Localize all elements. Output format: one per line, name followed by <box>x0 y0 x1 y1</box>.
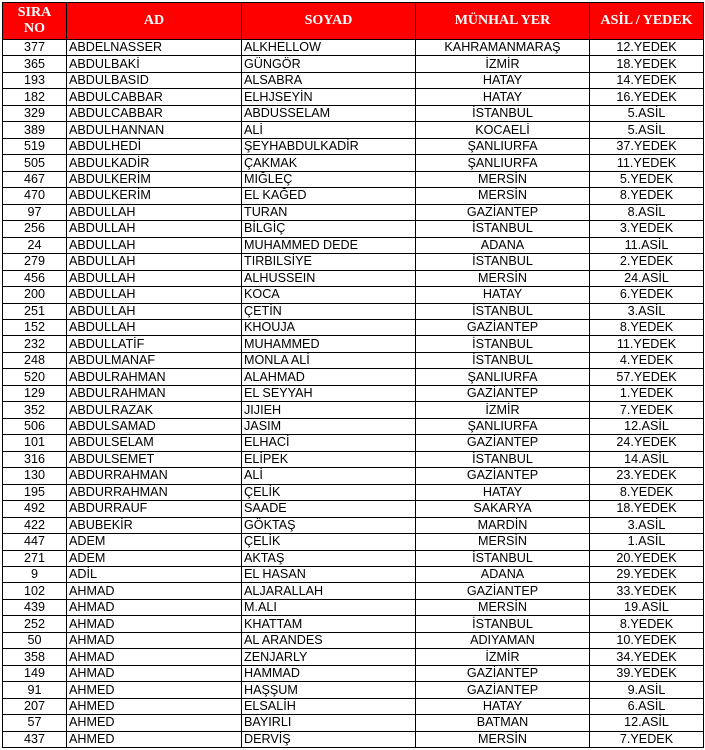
table-row <box>3 221 704 237</box>
cell-ad: ABDULKERİM <box>67 171 242 187</box>
table-row <box>3 303 704 319</box>
cell-munhal-yer: ADANA <box>416 237 590 253</box>
cell-soyad: M.ALI <box>242 599 416 615</box>
cell-ad: ABDULRAHMAN <box>67 385 242 401</box>
cell-sira-no: 439 <box>3 599 67 615</box>
cell-asil-yedek: 11.YEDEK <box>590 336 704 352</box>
cell-munhal-yer: GAZİANTEP <box>416 204 590 220</box>
cell-ad: ABDULBAKİ <box>67 56 242 72</box>
cell-asil-yedek: 23.YEDEK <box>590 468 704 484</box>
cell-ad: ABDULLAH <box>67 270 242 286</box>
table-row <box>3 105 704 121</box>
table-row <box>3 665 704 681</box>
cell-asil-yedek: 1.ASİL <box>590 534 704 550</box>
cell-soyad: MONLA ALİ <box>242 352 416 368</box>
cell-munhal-yer: HATAY <box>416 287 590 303</box>
cell-sira-no: 456 <box>3 270 67 286</box>
cell-munhal-yer: HATAY <box>416 698 590 714</box>
cell-sira-no: 251 <box>3 303 67 319</box>
cell-soyad: ELHACİ <box>242 435 416 451</box>
cell-ad: AHMED <box>67 682 242 698</box>
table-row <box>3 270 704 286</box>
cell-munhal-yer: İSTANBUL <box>416 550 590 566</box>
cell-munhal-yer: ŞANLIURFA <box>416 369 590 385</box>
cell-asil-yedek: 24.ASİL <box>590 270 704 286</box>
cell-ad: ABDULSELAM <box>67 435 242 451</box>
cell-ad: ABDULLAH <box>67 254 242 270</box>
cell-ad: ABDULHEDİ <box>67 138 242 154</box>
cell-ad: AHMED <box>67 698 242 714</box>
cell-sira-no: 329 <box>3 105 67 121</box>
cell-sira-no: 447 <box>3 534 67 550</box>
header-sira-line1: SIRA <box>17 5 52 20</box>
cell-sira-no: 256 <box>3 221 67 237</box>
cell-sira-no: 195 <box>3 484 67 500</box>
cell-ad: AHMAD <box>67 583 242 599</box>
table-row <box>3 40 704 56</box>
cell-munhal-yer: KAHRAMANMARAŞ <box>416 40 590 56</box>
table-row <box>3 56 704 72</box>
table-row <box>3 336 704 352</box>
cell-sira-no: 130 <box>3 468 67 484</box>
cell-asil-yedek: 8.ASİL <box>590 204 704 220</box>
cell-munhal-yer: İZMİR <box>416 402 590 418</box>
cell-asil-yedek: 12.ASİL <box>590 418 704 434</box>
cell-munhal-yer: İSTANBUL <box>416 336 590 352</box>
cell-soyad: ELHJSEYİN <box>242 89 416 105</box>
cell-sira-no: 520 <box>3 369 67 385</box>
table-row <box>3 468 704 484</box>
cell-asil-yedek: 18.YEDEK <box>590 501 704 517</box>
cell-soyad: KHOUJA <box>242 319 416 335</box>
cell-ad: ABDULSEMET <box>67 451 242 467</box>
cell-ad: ABDURRAHMAN <box>67 468 242 484</box>
table-row <box>3 550 704 566</box>
cell-asil-yedek: 8.YEDEK <box>590 319 704 335</box>
cell-munhal-yer: İZMİR <box>416 649 590 665</box>
cell-munhal-yer: İSTANBUL <box>416 221 590 237</box>
cell-ad: ABDULBASID <box>67 72 242 88</box>
cell-soyad: HAMMAD <box>242 665 416 681</box>
cell-asil-yedek: 14.YEDEK <box>590 72 704 88</box>
table-row <box>3 89 704 105</box>
cell-soyad: BİLGİÇ <box>242 221 416 237</box>
cell-sira-no: 437 <box>3 731 67 747</box>
cell-munhal-yer: ŞANLIURFA <box>416 155 590 171</box>
table-row <box>3 155 704 171</box>
cell-asil-yedek: 8.YEDEK <box>590 188 704 204</box>
cell-soyad: TIRBILSİYE <box>242 254 416 270</box>
cell-sira-no: 248 <box>3 352 67 368</box>
cell-munhal-yer: İSTANBUL <box>416 616 590 632</box>
cell-asil-yedek: 3.YEDEK <box>590 221 704 237</box>
cell-ad: ABDULSAMAD <box>67 418 242 434</box>
cell-ad: ABDULHANNAN <box>67 122 242 138</box>
cell-soyad: ALSABRA <box>242 72 416 88</box>
cell-soyad: ŞEYHABDULKADİR <box>242 138 416 154</box>
cell-asil-yedek: 57.YEDEK <box>590 369 704 385</box>
cell-soyad: SAADE <box>242 501 416 517</box>
cell-ad: ABDULLAH <box>67 287 242 303</box>
cell-munhal-yer: ADIYAMAN <box>416 632 590 648</box>
cell-asil-yedek: 4.YEDEK <box>590 352 704 368</box>
cell-munhal-yer: GAZİANTEP <box>416 682 590 698</box>
table-row <box>3 122 704 138</box>
table-row <box>3 369 704 385</box>
cell-sira-no: 470 <box>3 188 67 204</box>
cell-asil-yedek: 37.YEDEK <box>590 138 704 154</box>
cell-soyad: ALJARALLAH <box>242 583 416 599</box>
cell-asil-yedek: 20.YEDEK <box>590 550 704 566</box>
cell-ad: AHMAD <box>67 665 242 681</box>
cell-soyad: ALİ <box>242 468 416 484</box>
cell-munhal-yer: MERSİN <box>416 188 590 204</box>
cell-ad: ABDULLAH <box>67 204 242 220</box>
cell-ad: ABDULRAHMAN <box>67 369 242 385</box>
cell-soyad: ALHUSSEIN <box>242 270 416 286</box>
cell-sira-no: 152 <box>3 319 67 335</box>
table-row <box>3 649 704 665</box>
table-row <box>3 632 704 648</box>
cell-asil-yedek: 5.YEDEK <box>590 171 704 187</box>
cell-sira-no: 97 <box>3 204 67 220</box>
table-row <box>3 715 704 731</box>
cell-sira-no: 50 <box>3 632 67 648</box>
cell-sira-no: 519 <box>3 138 67 154</box>
cell-soyad: ÇETİN <box>242 303 416 319</box>
cell-sira-no: 506 <box>3 418 67 434</box>
cell-munhal-yer: İZMİR <box>416 56 590 72</box>
cell-asil-yedek: 3.ASİL <box>590 303 704 319</box>
cell-soyad: AL ARANDES <box>242 632 416 648</box>
cell-ad: ABDURRAUF <box>67 501 242 517</box>
cell-munhal-yer: MERSİN <box>416 171 590 187</box>
table-row <box>3 435 704 451</box>
cell-soyad: ALKHELLOW <box>242 40 416 56</box>
cell-asil-yedek: 34.YEDEK <box>590 649 704 665</box>
cell-ad: ADİL <box>67 567 242 583</box>
cell-ad: AHMED <box>67 715 242 731</box>
cell-soyad: KHATTAM <box>242 616 416 632</box>
cell-munhal-yer: ADANA <box>416 567 590 583</box>
cell-sira-no: 9 <box>3 567 67 583</box>
table-row <box>3 501 704 517</box>
table-row <box>3 418 704 434</box>
cell-ad: ABDULLAH <box>67 237 242 253</box>
table-row <box>3 698 704 714</box>
cell-munhal-yer: İSTANBUL <box>416 105 590 121</box>
cell-sira-no: 279 <box>3 254 67 270</box>
cell-soyad: HAŞŞUM <box>242 682 416 698</box>
cell-soyad: TURAN <box>242 204 416 220</box>
cell-asil-yedek: 6.ASİL <box>590 698 704 714</box>
cell-munhal-yer: MERSİN <box>416 599 590 615</box>
header-sira-no <box>3 3 67 40</box>
table-row <box>3 402 704 418</box>
cell-ad: ABDULKERİM <box>67 188 242 204</box>
cell-asil-yedek: 1.YEDEK <box>590 385 704 401</box>
cell-munhal-yer: BATMAN <box>416 715 590 731</box>
cell-munhal-yer: HATAY <box>416 72 590 88</box>
cell-ad: ABDULLAH <box>67 303 242 319</box>
table-row <box>3 484 704 500</box>
cell-asil-yedek: 19.ASİL <box>590 599 704 615</box>
table-row <box>3 731 704 747</box>
cell-soyad: ALİ <box>242 122 416 138</box>
cell-asil-yedek: 33.YEDEK <box>590 583 704 599</box>
cell-soyad: JASIM <box>242 418 416 434</box>
cell-asil-yedek: 8.YEDEK <box>590 484 704 500</box>
cell-ad: ABDURRAHMAN <box>67 484 242 500</box>
cell-asil-yedek: 7.YEDEK <box>590 402 704 418</box>
cell-soyad: DERVİŞ <box>242 731 416 747</box>
header-sira-line2: NO <box>24 21 45 36</box>
cell-munhal-yer: MERSİN <box>416 270 590 286</box>
cell-sira-no: 102 <box>3 583 67 599</box>
cell-ad: ABDULCABBAR <box>67 89 242 105</box>
cell-sira-no: 57 <box>3 715 67 731</box>
table-header <box>3 3 704 40</box>
cell-munhal-yer: HATAY <box>416 89 590 105</box>
table-row <box>3 567 704 583</box>
cell-munhal-yer: ŞANLIURFA <box>416 418 590 434</box>
cell-sira-no: 377 <box>3 40 67 56</box>
table-body <box>3 40 704 748</box>
cell-munhal-yer: İSTANBUL <box>416 254 590 270</box>
cell-asil-yedek: 9.ASİL <box>590 682 704 698</box>
cell-munhal-yer: MERSİN <box>416 534 590 550</box>
cell-sira-no: 492 <box>3 501 67 517</box>
table-row <box>3 534 704 550</box>
cell-soyad: GÖKTAŞ <box>242 517 416 533</box>
cell-ad: ABDULLATİF <box>67 336 242 352</box>
cell-asil-yedek: 8.YEDEK <box>590 616 704 632</box>
cell-ad: ABDULRAZAK <box>67 402 242 418</box>
table-row <box>3 204 704 220</box>
cell-munhal-yer: SAKARYA <box>416 501 590 517</box>
table-row <box>3 188 704 204</box>
table-row <box>3 72 704 88</box>
cell-ad: ABDELNASSER <box>67 40 242 56</box>
cell-soyad: KOCA <box>242 287 416 303</box>
cell-ad: ABUBEKİR <box>67 517 242 533</box>
cell-sira-no: 200 <box>3 287 67 303</box>
cell-sira-no: 232 <box>3 336 67 352</box>
table-row <box>3 319 704 335</box>
cell-soyad: MUHAMMED <box>242 336 416 352</box>
table-row <box>3 599 704 615</box>
cell-asil-yedek: 2.YEDEK <box>590 254 704 270</box>
table-row <box>3 616 704 632</box>
cell-asil-yedek: 6.YEDEK <box>590 287 704 303</box>
cell-soyad: ÇELİK <box>242 484 416 500</box>
cell-soyad: ZENJARLY <box>242 649 416 665</box>
cell-sira-no: 24 <box>3 237 67 253</box>
cell-munhal-yer: GAZİANTEP <box>416 468 590 484</box>
cell-sira-no: 358 <box>3 649 67 665</box>
cell-asil-yedek: 12.ASİL <box>590 715 704 731</box>
document-page <box>2 2 704 748</box>
cell-ad: ABDULKADİR <box>67 155 242 171</box>
header-soyad: SOYAD <box>242 3 416 40</box>
table-row <box>3 237 704 253</box>
cell-soyad: ALAHMAD <box>242 369 416 385</box>
table-row <box>3 352 704 368</box>
cell-munhal-yer: MERSİN <box>416 731 590 747</box>
cell-soyad: ABDUSSELAM <box>242 105 416 121</box>
cell-asil-yedek: 11.ASİL <box>590 237 704 253</box>
cell-sira-no: 193 <box>3 72 67 88</box>
cell-ad: ADEM <box>67 534 242 550</box>
cell-ad: ABDULMANAF <box>67 352 242 368</box>
cell-munhal-yer: KOCAELİ <box>416 122 590 138</box>
cell-asil-yedek: 5.ASİL <box>590 105 704 121</box>
cell-asil-yedek: 11.YEDEK <box>590 155 704 171</box>
cell-munhal-yer: GAZİANTEP <box>416 435 590 451</box>
cell-munhal-yer: GAZİANTEP <box>416 385 590 401</box>
table-row <box>3 138 704 154</box>
cell-sira-no: 149 <box>3 665 67 681</box>
cell-sira-no: 467 <box>3 171 67 187</box>
cell-soyad: ÇAKMAK <box>242 155 416 171</box>
cell-soyad: MUHAMMED DEDE <box>242 237 416 253</box>
table-row <box>3 385 704 401</box>
cell-ad: AHMED <box>67 731 242 747</box>
header-row <box>3 3 704 40</box>
cell-asil-yedek: 7.YEDEK <box>590 731 704 747</box>
cell-ad: ABDULLAH <box>67 319 242 335</box>
cell-munhal-yer: MARDİN <box>416 517 590 533</box>
cell-ad: ABDULCABBAR <box>67 105 242 121</box>
cell-soyad: EL HASAN <box>242 567 416 583</box>
cell-soyad: ÇELİK <box>242 534 416 550</box>
cell-ad: AHMAD <box>67 616 242 632</box>
cell-soyad: ELSALİH <box>242 698 416 714</box>
table-row <box>3 583 704 599</box>
cell-ad: AHMAD <box>67 599 242 615</box>
cell-sira-no: 389 <box>3 122 67 138</box>
cell-munhal-yer: İSTANBUL <box>416 352 590 368</box>
cell-ad: AHMAD <box>67 632 242 648</box>
cell-sira-no: 91 <box>3 682 67 698</box>
table-row <box>3 517 704 533</box>
table-row <box>3 254 704 270</box>
cell-sira-no: 129 <box>3 385 67 401</box>
cell-munhal-yer: İSTANBUL <box>416 303 590 319</box>
cell-munhal-yer: İSTANBUL <box>416 451 590 467</box>
cell-asil-yedek: 12.YEDEK <box>590 40 704 56</box>
table-row <box>3 682 704 698</box>
cell-ad: ADEM <box>67 550 242 566</box>
cell-asil-yedek: 3.ASİL <box>590 517 704 533</box>
cell-asil-yedek: 29.YEDEK <box>590 567 704 583</box>
cell-asil-yedek: 14.ASİL <box>590 451 704 467</box>
cell-sira-no: 505 <box>3 155 67 171</box>
cell-sira-no: 422 <box>3 517 67 533</box>
cell-sira-no: 271 <box>3 550 67 566</box>
cell-soyad: GÜNGÖR <box>242 56 416 72</box>
cell-sira-no: 101 <box>3 435 67 451</box>
cell-asil-yedek: 10.YEDEK <box>590 632 704 648</box>
results-table <box>2 2 704 748</box>
cell-sira-no: 182 <box>3 89 67 105</box>
header-munhal-yer: MÜNHAL YER <box>416 3 590 40</box>
cell-soyad: BAYIRLI <box>242 715 416 731</box>
cell-asil-yedek: 24.YEDEK <box>590 435 704 451</box>
cell-asil-yedek: 16.YEDEK <box>590 89 704 105</box>
header-ad: AD <box>67 3 242 40</box>
cell-munhal-yer: ŞANLIURFA <box>416 138 590 154</box>
table-row <box>3 287 704 303</box>
cell-soyad: JIJIEH <box>242 402 416 418</box>
cell-asil-yedek: 18.YEDEK <box>590 56 704 72</box>
table-row <box>3 171 704 187</box>
cell-soyad: ELİPEK <box>242 451 416 467</box>
cell-asil-yedek: 5.ASİL <box>590 122 704 138</box>
cell-munhal-yer: HATAY <box>416 484 590 500</box>
cell-munhal-yer: GAZİANTEP <box>416 319 590 335</box>
cell-munhal-yer: GAZİANTEP <box>416 583 590 599</box>
cell-ad: AHMAD <box>67 649 242 665</box>
cell-sira-no: 365 <box>3 56 67 72</box>
cell-sira-no: 316 <box>3 451 67 467</box>
cell-sira-no: 252 <box>3 616 67 632</box>
cell-asil-yedek: 39.YEDEK <box>590 665 704 681</box>
cell-soyad: EL SEYYAH <box>242 385 416 401</box>
cell-soyad: MIĞLEÇ <box>242 171 416 187</box>
header-asil-yedek: ASİL / YEDEK <box>590 3 704 40</box>
cell-soyad: EL KAĞED <box>242 188 416 204</box>
cell-ad: ABDULLAH <box>67 221 242 237</box>
table-row <box>3 451 704 467</box>
cell-sira-no: 207 <box>3 698 67 714</box>
cell-munhal-yer: GAZİANTEP <box>416 665 590 681</box>
cell-sira-no: 352 <box>3 402 67 418</box>
cell-soyad: AKTAŞ <box>242 550 416 566</box>
